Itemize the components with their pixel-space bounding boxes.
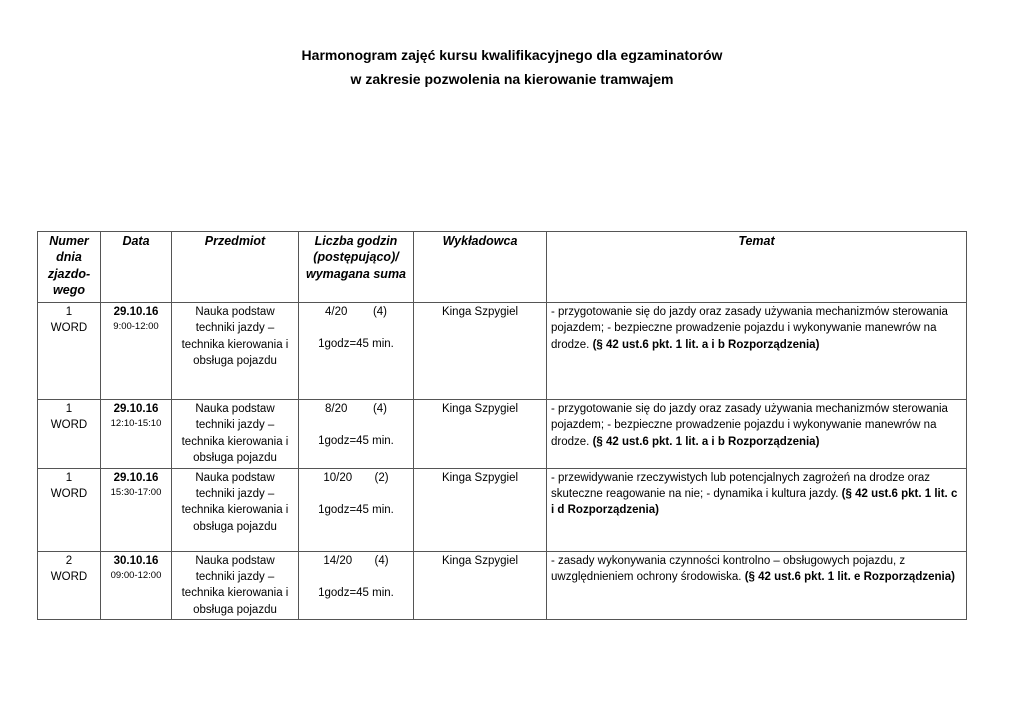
- topic-text: - przewidywanie rzeczywistych lub potencjalnych zagrożeń na drodze oraz skuteczne reagowanie na nie; - dynamika i kultura jazdy.: [551, 471, 931, 501]
- cell-date: [101, 400, 172, 469]
- hours-note: 1godz=45 min.: [318, 435, 394, 448]
- cell-hours: [299, 468, 414, 551]
- day-number: 1: [65, 403, 73, 415]
- document-title-line2: w zakresie pozwolenia na kierowanie tramwajem: [350, 71, 674, 87]
- header-numer: Numer dnia zjazdo-wego: [38, 232, 101, 303]
- cell-topic: [547, 468, 967, 551]
- day-number: 1: [65, 471, 73, 484]
- header-liczba-godzin: Liczba godzin (postępująco)/ wymagana suma: [299, 232, 414, 303]
- hours-value: 8/20 (4): [325, 403, 387, 415]
- date-value: 29.10.16: [113, 471, 159, 484]
- cell-date: [101, 303, 172, 400]
- cell-topic: [547, 551, 967, 620]
- topic-text: - przygotowanie się do jazdy oraz zasady używania mechanizmów sterowania pojazdem; - bezpieczne prowadzenie pojazdu i wykonywanie manewrów na drodze.: [551, 403, 948, 448]
- time-range: 09:00-12:00: [110, 570, 162, 582]
- header-przedmiot: Przedmiot: [172, 232, 299, 303]
- table-row: [38, 468, 967, 551]
- cell-day: [38, 468, 101, 551]
- day-number: 2: [65, 554, 73, 567]
- day-number: 1: [65, 306, 73, 318]
- schedule-table: [37, 231, 967, 620]
- date-value: 30.10.16: [113, 554, 159, 567]
- table-row: [38, 551, 967, 620]
- hours-note: 1godz=45 min.: [318, 504, 394, 517]
- day-place: WORD: [50, 488, 88, 501]
- cell-day: [38, 303, 101, 400]
- hours-value: 4/20 (4): [325, 306, 387, 318]
- topic-reference: (§ 42 ust.6 pkt. 1 lit. c i d Rozporządzenia): [551, 488, 958, 517]
- cell-lecturer: Kinga Szpygiel: [414, 551, 547, 620]
- date-value: 29.10.16: [113, 306, 159, 318]
- time-range: 15:30-17:00: [110, 487, 162, 499]
- cell-day: [38, 400, 101, 469]
- cell-hours: [299, 303, 414, 400]
- hours-note: 1godz=45 min.: [318, 338, 394, 351]
- topic-reference: (§ 42 ust.6 pkt. 1 lit. a i b Rozporządzenia): [592, 435, 820, 448]
- time-range: 9:00-12:00: [113, 321, 159, 333]
- cell-lecturer: Kinga Szpygiel: [414, 303, 547, 400]
- date-value: 29.10.16: [113, 403, 159, 415]
- cell-subject: Nauka podstaw techniki jazdy – technika kierowania i obsługa pojazdu: [172, 468, 299, 551]
- cell-subject: Nauka podstaw techniki jazdy – technika kierowania i obsługa pojazdu: [172, 400, 299, 469]
- cell-lecturer: Kinga Szpygiel: [414, 468, 547, 551]
- cell-topic: [547, 303, 967, 400]
- cell-hours: [299, 551, 414, 620]
- cell-subject: Nauka podstaw techniki jazdy – technika kierowania i obsługa pojazdu: [172, 551, 299, 620]
- day-place: WORD: [50, 322, 88, 335]
- cell-lecturer: Kinga Szpygiel: [414, 400, 547, 469]
- document-title-line1: Harmonogram zajęć kursu kwalifikacyjnego dla egzaminatorów: [301, 47, 723, 63]
- hours-value: 14/20 (4): [323, 554, 389, 567]
- cell-date: [101, 551, 172, 620]
- time-range: 12:10-15:10: [110, 418, 162, 430]
- topic-reference: (§ 42 ust.6 pkt. 1 lit. e Rozporządzenia): [744, 571, 955, 584]
- cell-subject: Nauka podstaw techniki jazdy – technika kierowania i obsługa pojazdu: [172, 303, 299, 400]
- cell-hours: [299, 400, 414, 469]
- topic-text: - zasady wykonywania czynności kontrolno – obsługowych pojazdu, z uwzględnieniem ochrony środowiska.: [551, 554, 906, 584]
- table-row: [38, 400, 967, 469]
- header-wykladowca: Wykładowca: [414, 232, 547, 303]
- topic-reference: (§ 42 ust.6 pkt. 1 lit. a i b Rozporządzenia): [592, 338, 820, 351]
- table-row: [38, 303, 967, 400]
- cell-date: [101, 468, 172, 551]
- topic-text: - przygotowanie się do jazdy oraz zasady używania mechanizmów sterowania pojazdem; - bezpieczne prowadzenie pojazdu i wykonywanie manewrów na drodze.: [551, 306, 948, 351]
- hours-value: 10/20 (2): [323, 471, 389, 484]
- header-data: Data: [101, 232, 172, 303]
- day-place: WORD: [50, 571, 88, 584]
- hours-note: 1godz=45 min.: [318, 587, 394, 600]
- header-temat: Temat: [547, 232, 967, 303]
- table-header-row: [38, 232, 967, 303]
- cell-day: [38, 551, 101, 620]
- day-place: WORD: [50, 419, 88, 432]
- cell-topic: [547, 400, 967, 469]
